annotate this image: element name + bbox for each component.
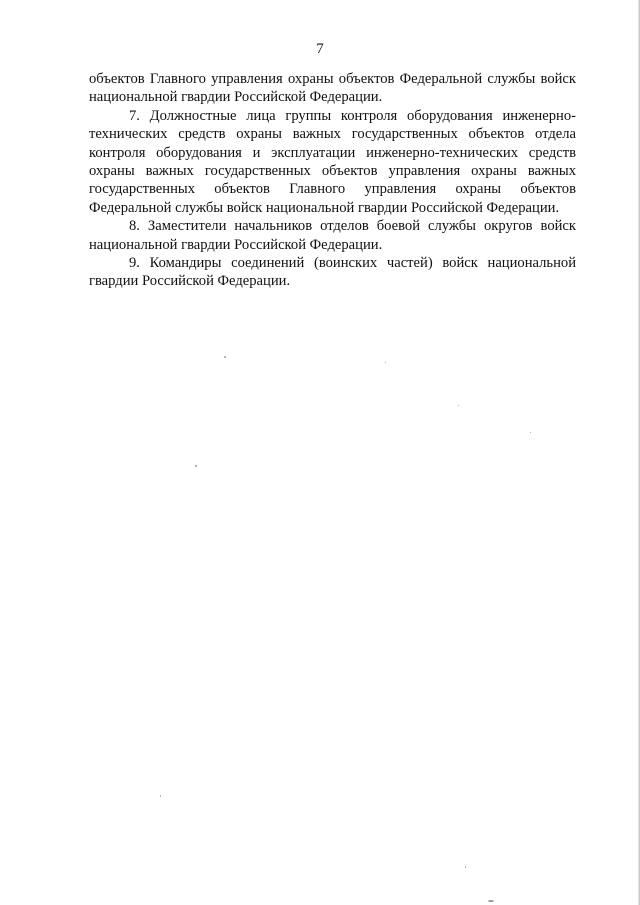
scan-speck bbox=[465, 866, 466, 868]
scan-speck bbox=[530, 432, 531, 433]
scan-speck bbox=[458, 405, 459, 406]
paragraph-continuation: объектов Главного управления охраны объектов Федеральной службы войск национальной гвардии Российской Федерации. bbox=[89, 71, 576, 106]
scan-speck bbox=[160, 795, 161, 797]
page-number: 7 bbox=[316, 41, 324, 57]
scan-speck bbox=[488, 900, 494, 902]
document-body bbox=[89, 70, 576, 291]
scan-speck bbox=[195, 465, 197, 467]
scan-speck bbox=[385, 362, 386, 363]
paragraph-item-9: 9. Командиры соединений (воинских частей) войск национальной гвардии Российской Федерации. bbox=[89, 255, 576, 290]
scan-speck bbox=[224, 356, 226, 358]
paragraph-item-7: 7. Должностные лица группы контроля оборудования инженерно-технических средств охраны важных государственных объектов отдела контроля оборудования и эксплуатации инженерно-технических средств охраны важных государственных объектов управления охраны важных государственных объектов Главного управления охраны объектов Федеральной службы войск национальной гвардии Российской Федерации. bbox=[89, 107, 576, 216]
paragraph-item-8: 8. Заместители начальников отделов боевой службы округов войск национальной гвардии Российской Федерации. bbox=[89, 218, 576, 253]
